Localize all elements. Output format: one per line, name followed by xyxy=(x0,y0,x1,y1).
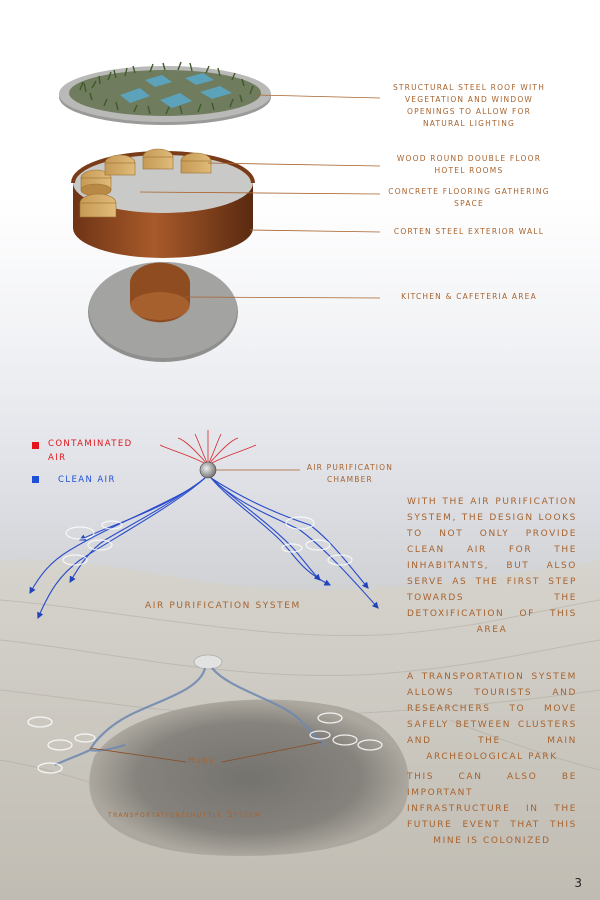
clean-air-swatch xyxy=(32,476,39,483)
transport-title: transportation/shuttle System xyxy=(108,810,261,820)
hubs-label: Hubs xyxy=(188,756,215,766)
page-number: 3 xyxy=(574,876,582,890)
contaminated-air-label: CONTAMINATED AIR xyxy=(48,439,133,463)
contaminated-air-swatch xyxy=(32,442,39,449)
base-disc xyxy=(88,262,238,362)
roof-label: STRUCTURAL STEEL ROOF WITH VEGETATION AND WINDOW OPENINGS TO ALLOW FOR NATURAL LIGHTING xyxy=(392,83,546,128)
air-chamber-label: AIR PURIFICATION CHAMBER xyxy=(306,463,394,484)
floor-label: CONCRETE FLOORING GATHERING SPACE xyxy=(388,187,550,208)
roof-disc xyxy=(59,62,271,125)
transport-paragraph-1: A TRANSPORTATION SYSTEM ALLOWS TOURISTS AND RESEARCHERS TO MOVE SAFELY BETWEEN CLUSTERS AND THE MAIN ARCHEOLOGICAL PARK xyxy=(407,672,577,762)
rooms-label: WOOD ROUND DOUBLE FLOOR HOTEL ROOMS xyxy=(396,154,542,175)
wall-label: CORTEN STEEL EXTERIOR WALL xyxy=(393,227,545,236)
air-paragraph: WITH THE AIR PURIFICATION SYSTEM, THE DESIGN LOOKS TO NOT ONLY PROVIDE CLEAN AIR FOR THE INHABITANTS, BUT ALSO SERVE AS THE FIRST STEP TOWARDS THE DETOXIFICATION OF THIS AREA xyxy=(407,497,577,635)
clean-air-label: CLEAN AIR xyxy=(58,475,116,485)
air-system-title: AIR PURIFICATION SYSTEM xyxy=(145,601,301,611)
kitchen-label: KITCHEN & CAFETERIA AREA xyxy=(401,292,537,301)
transport-paragraph-2: THIS CAN ALSO BE IMPORTANT INFRASTRUCTURE IN THE FUTURE EVENT THAT THIS MINE IS COLONIZED xyxy=(407,772,577,846)
corten-ring xyxy=(73,149,253,258)
